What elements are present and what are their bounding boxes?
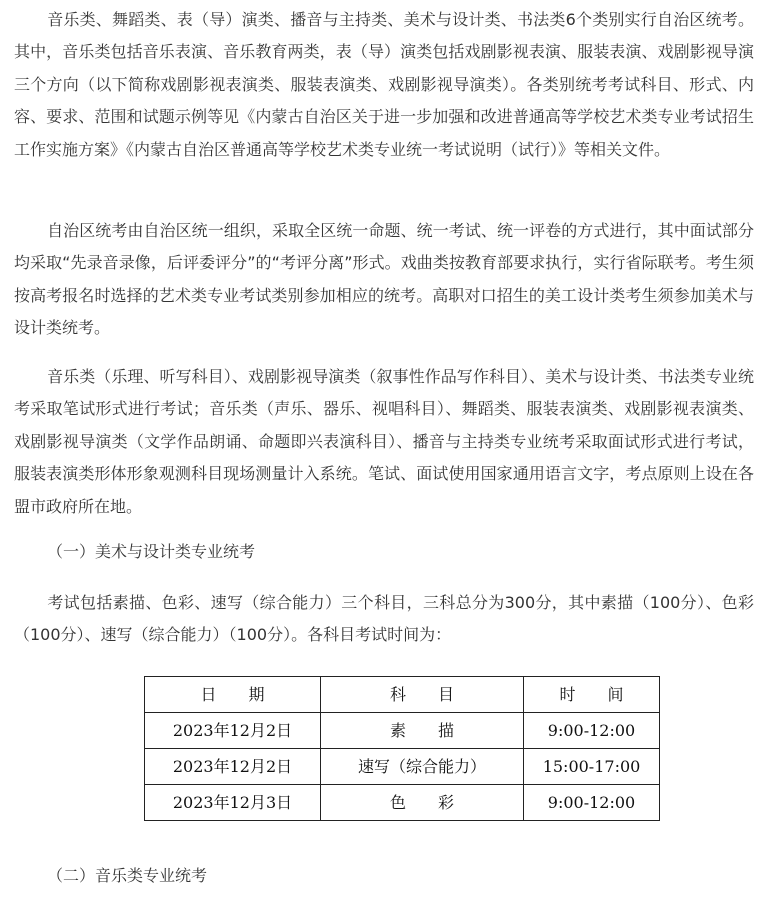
paragraph-text: 音乐类（乐理、听写科目）、戏剧影视导演类（叙事性作品写作科目）、美术与设计类、书法类专业统考采取笔试形式进行考试；音乐类（声乐、器乐、视唱科目）、舞蹈类、服装表演类、戏剧影视表演类、戏剧影视导演类（文学作品朗诵、命题即兴表演科目）、播音与主持类专业统考采取面试形式进行考试，服装表演类形体形象观测科目现场测量计入系统。笔试、面试使用国家通用语言文字，考点原则上设在各盟市政府所在地。 [14, 367, 754, 516]
cell-time: 9:00-12:00 [524, 785, 660, 821]
header-date: 日 期 [145, 677, 321, 713]
paragraph-text: 自治区统考由自治区统一组织，采取全区统一命题、统一考试、统一评卷的方式进行，其中面试部分均采取“先录音录像，后评委评分”的“考评分离”形式。戏曲类按教育部要求执行，实行省际联考。考生须按高考报名时选择的艺术类专业考试类别参加相应的统考。高职对口招生的美工设计类考生须参加美术与设计类统考。 [14, 221, 754, 338]
cell-subject: 速写（综合能力） [321, 749, 524, 785]
cell-date: 2023年12月3日 [145, 785, 321, 821]
cell-date: 2023年12月2日 [145, 749, 321, 785]
paragraph-art-design-subjects [14, 587, 754, 652]
header-time: 时 间 [524, 677, 660, 713]
cell-date: 2023年12月2日 [145, 713, 321, 749]
heading-text: （二）音乐类专业统考 [47, 866, 208, 885]
paragraph-text: 音乐类、舞蹈类、表（导）演类、播音与主持类、美术与设计类、书法类6个类别实行自治区统考。其中，音乐类包括音乐表演、音乐教育两类，表（导）演类包括戏剧影视表演、服装表演、戏剧影视导演三个方向（以下简称戏剧影视表演类、服装表演类、戏剧影视导演类）。各类别统考考试科目、形式、内容、要求、范围和试题示例等见《内蒙古自治区关于进一步加强和改进普通高等学校艺术类专业考试招生工作实施方案》《内蒙古自治区普通高等学校艺术类专业统一考试说明（试行）》等相关文件。 [14, 10, 754, 159]
cell-time: 9:00-12:00 [524, 713, 660, 749]
table-row [145, 785, 660, 821]
header-subject: 科 目 [321, 677, 524, 713]
heading-text: （一）美术与设计类专业统考 [47, 542, 256, 561]
exam-schedule-table [144, 676, 660, 821]
table-header-row [145, 677, 660, 713]
section-heading-art-design [14, 536, 754, 568]
section-heading-music [14, 860, 754, 892]
table-row [145, 749, 660, 785]
paragraph-exam-format [14, 361, 754, 523]
paragraph-exam-categories [14, 4, 754, 166]
paragraph-text: 考试包括素描、色彩、速写（综合能力）三个科目，三科总分为300分，其中素描（100分）、色彩（100分）、速写（综合能力）（100分）。各科目考试时间为： [14, 593, 754, 645]
cell-subject: 色 彩 [321, 785, 524, 821]
cell-subject: 素 描 [321, 713, 524, 749]
paragraph-exam-organization [14, 215, 754, 345]
table-row [145, 713, 660, 749]
cell-time: 15:00-17:00 [524, 749, 660, 785]
